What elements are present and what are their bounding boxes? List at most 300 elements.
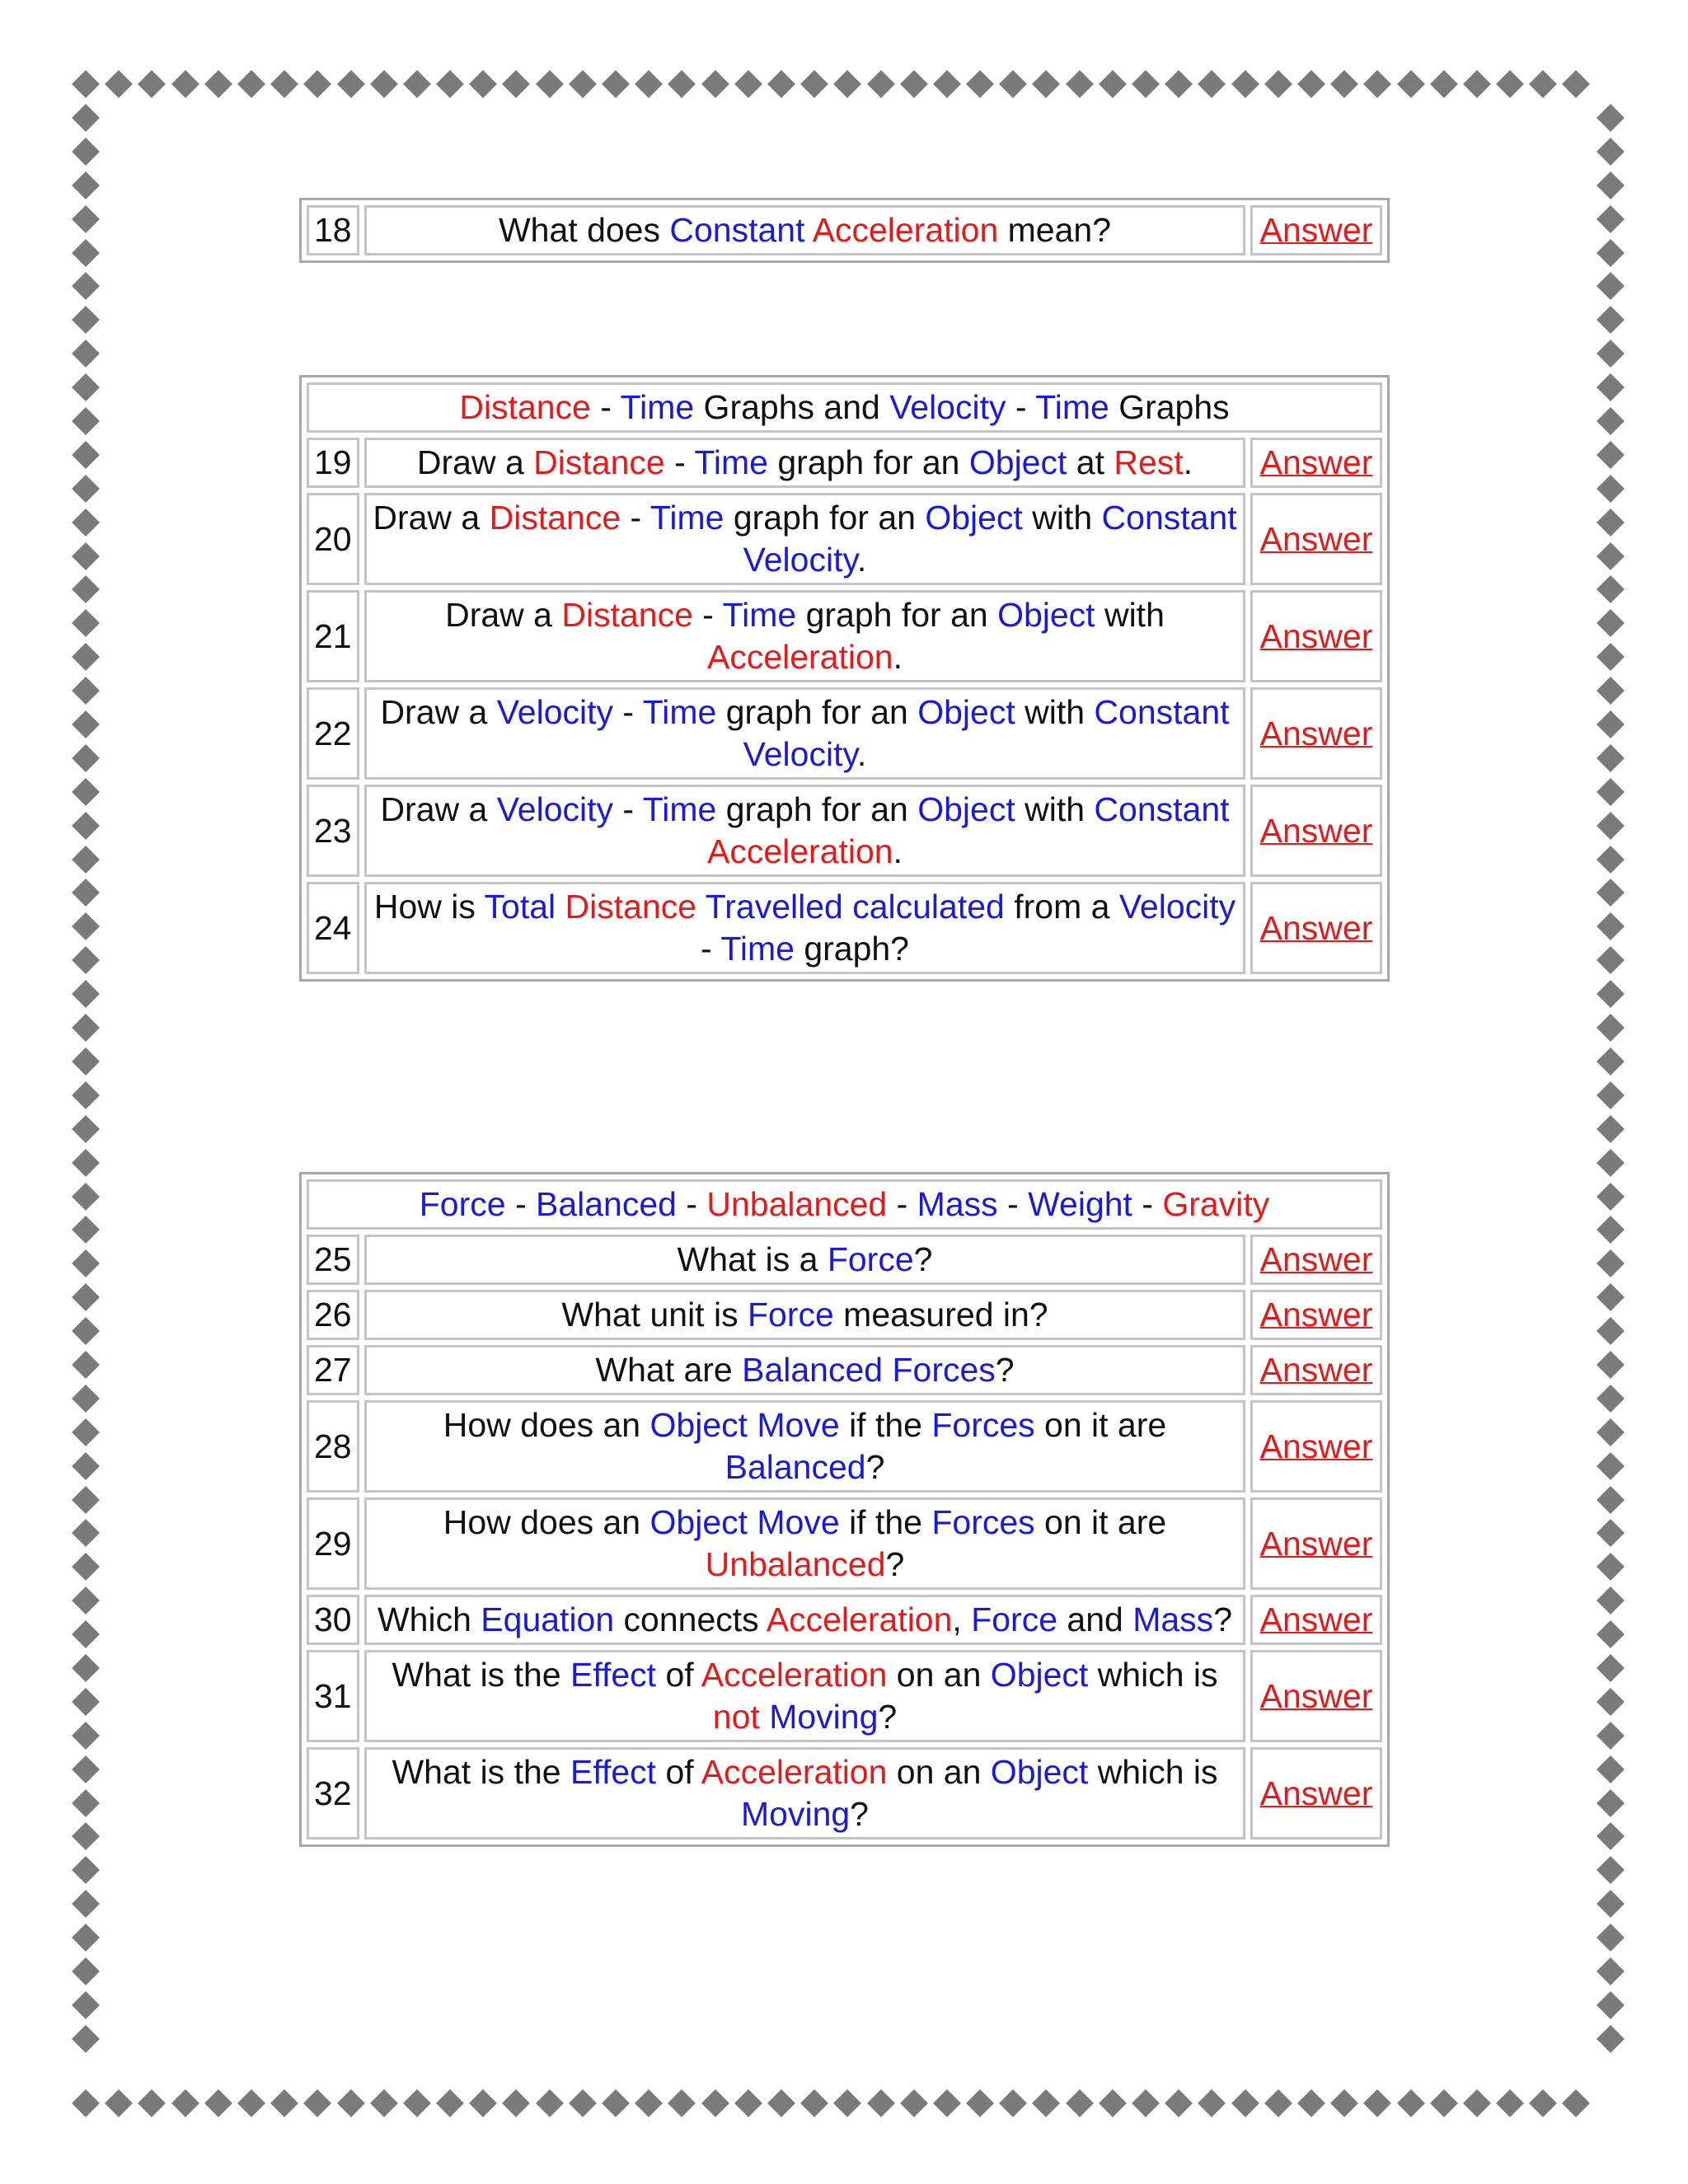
border-diamond [1330,2089,1358,2117]
border-diamond [800,2089,828,2117]
border-diamond [72,441,100,469]
border-diamond [1597,1688,1625,1716]
text-fragment: from a [1004,888,1119,926]
border-diamond [72,1890,100,1918]
border-diamond [1597,677,1625,705]
border-diamond [72,1722,100,1750]
term-blue: Weight [1028,1185,1132,1223]
border-diamond [337,70,365,98]
border-diamond [933,2089,961,2117]
answer-link[interactable]: Answer [1259,1676,1373,1715]
text-fragment: if the [839,1503,932,1541]
answer-link[interactable]: Answer [1259,1524,1373,1563]
term-blue: Force [971,1601,1058,1638]
text-fragment: graph for an [716,790,918,828]
border-diamond [1597,710,1625,738]
text-fragment [760,1698,769,1736]
answer-link[interactable]: Answer [1259,1240,1373,1278]
answer-cell [1250,882,1382,974]
border-diamond [734,70,762,98]
text-fragment: at [1067,443,1114,481]
answer-cell [1250,590,1382,682]
border-diamond [72,542,100,570]
border-diamond [999,70,1027,98]
question-number: 26 [307,1290,359,1340]
border-diamond [72,980,100,1008]
term-blue: Mass [917,1185,998,1223]
text-fragment: which is [1088,1656,1218,1694]
border-diamond [72,1452,100,1480]
border-diamond [635,70,663,98]
border-diamond [1597,340,1625,368]
question-row [307,205,1382,255]
answer-cell [1250,1497,1382,1590]
question-text [364,1290,1245,1340]
term-blue: Object Move [649,1503,840,1541]
section-heading [307,1179,1382,1230]
border-diamond [1066,2089,1094,2117]
border-diamond [270,2089,298,2117]
border-diamond [800,70,828,98]
border-diamond [1597,1283,1625,1311]
term-red: Distance [565,888,697,926]
border-diamond [1597,1418,1625,1446]
text-fragment: . [893,638,903,676]
section-heading-row [307,382,1382,433]
border-diamond [1330,70,1358,98]
border-diamond [72,912,100,940]
term-red: Gravity [1162,1185,1270,1223]
question-row [307,785,1382,877]
border-diamond [72,1047,100,1076]
answer-link[interactable]: Answer [1259,714,1373,752]
term-blue: Time [649,499,724,537]
text-fragment: How is [373,888,485,926]
border-diamond [1597,1385,1625,1413]
border-diamond [72,1519,100,1547]
question-row [307,1650,1382,1742]
border-diamond [72,812,100,840]
border-diamond [72,171,100,199]
border-diamond [1597,778,1625,806]
term-blue: Velocity [496,693,614,731]
term-blue: Object [917,790,1015,828]
border-diamond [72,1351,100,1379]
question-text [364,687,1245,780]
term-blue: Time [694,443,768,481]
border-diamond [1496,2089,1524,2117]
question-text [364,882,1245,974]
text-fragment: What are [595,1351,743,1389]
border-diamond [72,1149,100,1177]
border-diamond [867,70,895,98]
text-fragment: connects [614,1601,767,1638]
border-diamond [1597,1924,1625,1952]
section-heading [307,382,1382,433]
text-fragment: How does an [443,1406,650,1444]
answer-cell [1250,1345,1382,1395]
question-text [364,1235,1245,1285]
question-number: 19 [307,438,359,488]
term-blue: Effect [570,1656,657,1694]
border-diamond [1430,2089,1458,2117]
border-diamond [72,1957,100,1985]
text-fragment: with [1095,596,1165,634]
border-diamond [72,239,100,267]
border-diamond [1597,1317,1625,1345]
answer-cell [1250,1235,1382,1285]
term-blue: Moving [741,1795,851,1833]
term-blue: Balanced Forces [742,1351,996,1389]
answer-link[interactable]: Answer [1259,1427,1373,1465]
border-diamond [237,70,265,98]
border-diamond [1264,2089,1292,2117]
answer-link[interactable]: Answer [1259,1296,1373,1333]
term-blue: Object [990,1753,1089,1791]
border-diamond [403,70,431,98]
term-blue: Time [722,596,797,634]
question-text [364,1345,1245,1395]
question-number: 27 [307,1345,359,1395]
border-diamond [1363,70,1391,98]
answer-link[interactable]: Answer [1259,908,1373,947]
question-row [307,687,1382,780]
border-diamond [966,70,994,98]
term-blue: Moving [769,1698,879,1736]
text-fragment: and [1057,1601,1133,1638]
border-diamond [1597,1620,1625,1648]
question-text [364,1747,1245,1840]
text-fragment: of [656,1656,701,1694]
question-text [364,1497,1245,1590]
border-diamond [1066,70,1094,98]
text-fragment: ? [850,1795,869,1833]
question-number: 23 [307,785,359,877]
text-fragment: on an [887,1753,991,1791]
text-fragment: on it are [1034,1503,1167,1541]
term-red: Unbalanced [706,1185,888,1223]
border-diamond [1165,2089,1193,2117]
border-diamond [270,70,298,98]
text-fragment: What is a [677,1240,828,1278]
question-number: 28 [307,1400,359,1493]
text-fragment: - [613,693,643,731]
border-diamond [1597,205,1625,233]
border-diamond [72,846,100,874]
text-fragment [556,888,565,926]
term-blue: Time [1035,388,1109,426]
question-number: 22 [307,687,359,780]
border-diamond [1597,1081,1625,1109]
border-diamond [436,2089,464,2117]
border-diamond [1231,70,1259,98]
term-red: Acceleration [701,1656,888,1694]
border-diamond [72,778,100,806]
border-diamond [1597,1183,1625,1211]
border-diamond [72,575,100,603]
text-fragment: with [1015,790,1095,828]
border-diamond [337,2089,365,2117]
border-diamond [1463,70,1491,98]
border-diamond [1597,1115,1625,1143]
border-diamond [569,70,597,98]
question-text [364,590,1245,682]
border-diamond [1562,70,1590,98]
term-blue: Object [917,693,1015,731]
border-diamond [403,2089,431,2117]
question-text [364,1400,1245,1493]
border-diamond [72,1822,100,1850]
border-diamond [502,2089,530,2117]
border-diamond [1198,70,1226,98]
border-diamond [72,946,100,974]
term-blue: Constant Velocity [743,499,1237,579]
border-diamond [1597,609,1625,637]
question-row [307,1497,1382,1590]
answer-link[interactable]: Answer [1259,1774,1373,1812]
answer-cell [1250,1747,1382,1840]
border-diamond [72,1385,100,1413]
term-blue: Object [997,596,1095,634]
border-diamond [1597,1249,1625,1277]
border-diamond [1597,239,1625,267]
term-red: Acceleration [701,1753,888,1791]
border-diamond [72,340,100,368]
text-fragment: with [1022,499,1102,537]
term-blue: Time [720,930,795,968]
border-diamond [900,70,928,98]
term-blue: Forces [931,1406,1035,1444]
border-diamond [370,70,398,98]
border-top-diamonds [76,74,1600,94]
border-diamond [72,1688,100,1716]
text-fragment: Draw a [380,790,497,828]
text-fragment: , [952,1601,972,1638]
border-diamond [1597,1014,1625,1042]
text-fragment: - [1006,388,1036,426]
question-number: 32 [307,1747,359,1840]
border-diamond [171,2089,199,2117]
border-diamond [1597,1486,1625,1514]
border-diamond [1597,1216,1625,1244]
border-diamond [72,272,100,300]
term-red: Distance [533,443,665,481]
border-bottom-diamonds [76,2093,1600,2113]
border-diamond [1397,70,1425,98]
border-diamond [635,2089,663,2117]
question-number: 20 [307,493,359,585]
text-fragment: which is [1088,1753,1218,1791]
border-diamond [72,1553,100,1581]
border-diamond [105,2089,133,2117]
border-diamond [1264,70,1292,98]
border-diamond [72,609,100,637]
border-diamond [72,1654,100,1682]
text-fragment: of [656,1753,701,1791]
question-text [364,205,1245,255]
border-diamond [933,70,961,98]
text-fragment: What is the [392,1656,570,1694]
term-red: Distance [459,388,591,426]
border-diamond [72,1317,100,1345]
border-diamond [370,2089,398,2117]
border-diamond [536,2089,564,2117]
border-diamond [72,744,100,772]
question-row [307,1345,1382,1395]
border-diamond [1297,2089,1325,2117]
answer-link[interactable]: Answer [1259,519,1373,558]
border-diamond [1597,1149,1625,1177]
border-diamond [1597,104,1625,132]
border-diamond [72,1620,100,1648]
answer-link[interactable]: Answer [1259,616,1373,655]
term-red: Acceleration [766,1601,953,1638]
border-diamond [72,1789,100,1817]
text-fragment: mean? [998,211,1112,249]
term-red: Acceleration [812,211,999,249]
border-diamond [1597,879,1625,907]
border-diamond [966,2089,994,2117]
answer-link[interactable]: Answer [1259,211,1373,249]
term-red: not [712,1698,760,1736]
section-heading-row [307,1179,1382,1230]
question-number: 21 [307,590,359,682]
text-fragment: - [887,1185,917,1223]
question-row [307,438,1382,488]
text-fragment: Which [377,1601,481,1638]
term-blue: Object [968,443,1067,481]
border-diamond [72,138,100,166]
border-diamond [72,1924,100,1952]
border-diamond [1099,70,1127,98]
border-diamond [1032,2089,1060,2117]
question-text [364,1595,1245,1645]
term-blue: Mass [1132,1601,1214,1638]
answer-link[interactable]: Answer [1259,1351,1373,1389]
border-diamond [72,879,100,907]
border-diamond [1597,912,1625,940]
border-diamond [72,710,100,738]
text-fragment: . [1183,443,1193,481]
text-fragment: . [856,541,867,579]
question-row [307,590,1382,682]
text-fragment: graph for an [716,693,918,731]
answer-link[interactable]: Answer [1259,811,1373,850]
term-blue: Force [827,1240,914,1278]
text-fragment: graph for an [767,443,969,481]
border-diamond [72,1586,100,1615]
border-diamond [1597,306,1625,334]
term-blue: Velocity [1118,888,1236,926]
border-diamond [1597,643,1625,671]
border-diamond [1597,1519,1625,1547]
term-blue: Travelled calculated [705,888,1005,926]
text-fragment: measured in? [833,1296,1048,1333]
border-diamond [72,373,100,401]
border-diamond [1430,70,1458,98]
text-fragment: with [1015,693,1095,731]
border-diamond [1597,1755,1625,1783]
text-fragment: ? [885,1545,905,1583]
border-diamond [668,2089,696,2117]
answer-link[interactable]: Answer [1259,1601,1373,1638]
border-diamond [72,677,100,705]
border-diamond [1032,70,1060,98]
border-diamond [72,1755,100,1783]
term-blue: Constant [1094,790,1230,828]
border-diamond [999,2089,1027,2117]
text-fragment: - [621,499,650,537]
border-diamond [1597,1822,1625,1850]
question-number: 18 [307,205,359,255]
border-diamond [1597,1722,1625,1750]
term-red: Unbalanced [705,1545,886,1583]
text-fragment: . [893,832,903,870]
border-diamond [1597,1789,1625,1817]
border-diamond [303,70,331,98]
term-blue: Constant Velocity [743,693,1230,773]
border-diamond [105,70,133,98]
term-red: Acceleration [706,832,893,870]
text-fragment: on it are [1034,1406,1167,1444]
border-diamond [72,643,100,671]
border-diamond [237,2089,265,2117]
border-diamond [1562,2089,1590,2117]
question-row [307,882,1382,974]
answer-link[interactable]: Answer [1259,443,1373,481]
term-blue: Equation [481,1601,615,1638]
border-diamond [867,2089,895,2117]
text-fragment: What unit is [561,1296,748,1333]
border-diamond [204,70,232,98]
border-diamond [569,2089,597,2117]
term-blue: Velocity [889,388,1006,426]
section-table-graphs [299,375,1390,982]
border-diamond [72,70,100,98]
term-blue: Constant [669,211,805,249]
border-diamond [1597,407,1625,435]
border-diamond [171,70,199,98]
term-blue: Force [419,1185,506,1223]
question-row [307,1290,1382,1340]
border-diamond [72,1183,100,1211]
text-fragment: - [676,1185,707,1223]
border-diamond [72,1216,100,1244]
text-fragment: Graphs and [694,388,890,426]
border-diamond [1597,946,1625,974]
border-diamond [1597,1047,1625,1076]
text-fragment: ? [913,1240,933,1278]
answer-cell [1250,205,1382,255]
border-diamond [1597,373,1625,401]
border-diamond [72,475,100,503]
border-diamond [1597,542,1625,570]
border-diamond [72,205,100,233]
text-fragment: Draw a [416,443,534,481]
question-table-18 [299,198,1390,263]
border-diamond [72,2089,100,2117]
text-fragment: - [701,930,721,968]
term-red: Distance [489,499,621,537]
text-fragment: Graphs [1109,388,1230,426]
border-diamond [1529,2089,1557,2117]
border-diamond [1132,70,1160,98]
text-fragment: . [856,735,867,773]
border-diamond [701,70,729,98]
text-fragment: Draw a [380,693,497,731]
border-diamond [767,2089,795,2117]
text-fragment: What is the [392,1753,570,1791]
